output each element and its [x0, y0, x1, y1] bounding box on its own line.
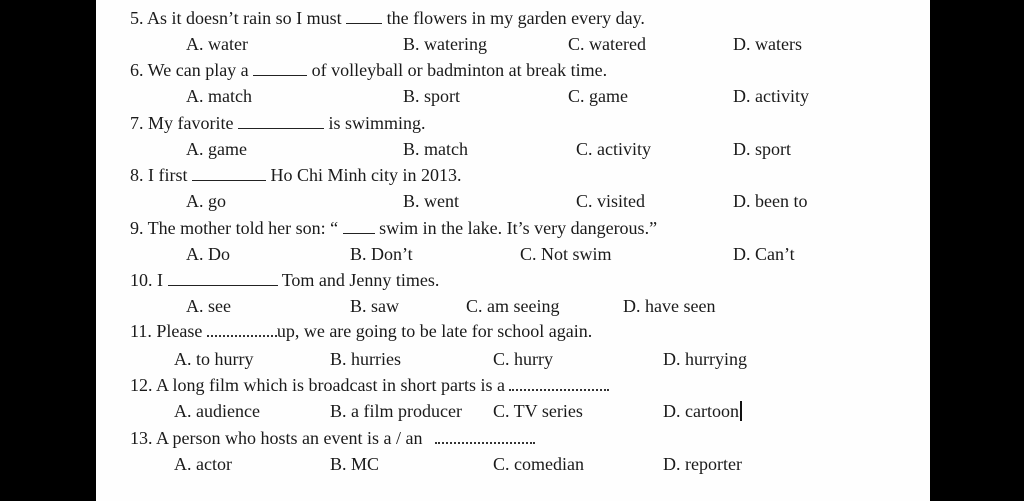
- option-c: C. comedian: [493, 454, 584, 474]
- answer-blank: [343, 217, 375, 234]
- option-a: A. game: [186, 139, 247, 159]
- option-a: A. actor: [174, 454, 232, 474]
- option-d: D. hurrying: [663, 349, 747, 369]
- question-8-text-end: Ho Chi Minh city in 2013.: [270, 165, 462, 185]
- option-c: C. game: [568, 86, 628, 106]
- option-b: B. sport: [403, 86, 461, 106]
- question-7: [130, 112, 426, 134]
- question-6-text-end: of volleyball or badminton at break time.: [311, 60, 608, 80]
- option-d: D. activity: [733, 86, 809, 106]
- option-a: A. Do: [186, 244, 230, 264]
- question-13: [130, 427, 535, 449]
- question-10-text-end: Tom and Jenny times.: [281, 270, 440, 290]
- option-a: A. see: [186, 296, 231, 316]
- worksheet-page: [96, 0, 930, 501]
- option-c: C. hurry: [493, 349, 553, 369]
- option-a: A. to hurry: [174, 349, 254, 369]
- answer-blank: [207, 320, 277, 337]
- question-13-text: 13. A person who hosts an event is a / an: [130, 428, 423, 448]
- question-9-text: 9. The mother told her son: “: [130, 218, 339, 238]
- option-a: A. match: [186, 86, 252, 106]
- option-d: D. have seen: [623, 296, 716, 316]
- question-5: [130, 7, 645, 29]
- option-b: B. match: [403, 139, 468, 159]
- option-b: B. saw: [350, 296, 399, 316]
- option-d: D. waters: [733, 34, 802, 54]
- option-d-label: D. cartoon: [663, 401, 739, 421]
- answer-blank: [346, 7, 382, 24]
- option-c: C. watered: [568, 34, 646, 54]
- option-b: B. watering: [403, 34, 487, 54]
- question-10: [130, 269, 439, 291]
- option-c: C. TV series: [493, 401, 583, 421]
- option-c: C. Not swim: [520, 244, 612, 264]
- option-a: A. go: [186, 191, 226, 211]
- question-7-text-end: is swimming.: [328, 113, 426, 133]
- question-5-text: 5. As it doesn’t rain so I must: [130, 8, 342, 28]
- option-c: C. am seeing: [466, 296, 560, 316]
- question-11-text: 11. Please: [130, 321, 203, 341]
- option-d: [663, 400, 742, 422]
- option-d: D. sport: [733, 139, 791, 159]
- question-8: [130, 164, 462, 186]
- option-b: B. hurries: [330, 349, 401, 369]
- option-a: A. water: [186, 34, 248, 54]
- option-d: D. reporter: [663, 454, 742, 474]
- question-6: [130, 59, 607, 81]
- text-cursor: [740, 401, 742, 421]
- question-9-text-end: swim in the lake. It’s very dangerous.”: [379, 218, 658, 238]
- option-a: A. audience: [174, 401, 260, 421]
- answer-blank: [509, 374, 609, 391]
- question-7-text: 7. My favorite: [130, 113, 234, 133]
- answer-blank: [168, 269, 278, 286]
- question-11-text-end: up, we are going to be late for school again.: [276, 321, 593, 341]
- option-c: C. visited: [576, 191, 646, 211]
- option-b: B. a film producer: [330, 401, 462, 421]
- question-6-text: 6. We can play a: [130, 60, 249, 80]
- question-12-text: 12. A long film which is broadcast in short parts is a: [130, 375, 505, 395]
- answer-blank: [435, 427, 535, 444]
- question-5-text-end: the flowers in my garden every day.: [386, 8, 645, 28]
- question-11: [130, 320, 592, 342]
- option-b: B. MC: [330, 454, 380, 474]
- option-b: B. Don’t: [350, 244, 413, 264]
- question-9: [130, 217, 657, 239]
- option-c: C. activity: [576, 139, 651, 159]
- option-d: D. been to: [733, 191, 808, 211]
- question-12: [130, 374, 609, 396]
- answer-blank: [238, 112, 324, 129]
- option-b: B. went: [403, 191, 459, 211]
- question-8-text: 8. I first: [130, 165, 188, 185]
- answer-blank: [253, 59, 307, 76]
- question-10-text: 10. I: [130, 270, 163, 290]
- option-d: D. Can’t: [733, 244, 795, 264]
- answer-blank: [192, 164, 266, 181]
